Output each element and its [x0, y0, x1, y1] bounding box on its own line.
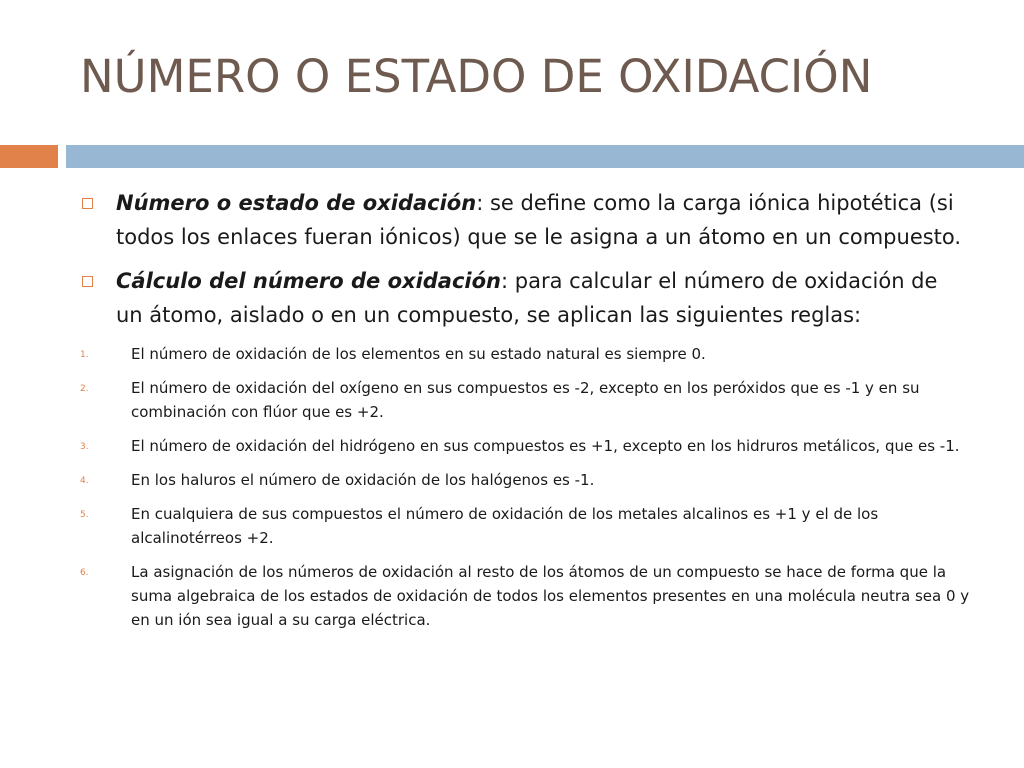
rule-item	[80, 502, 970, 550]
bullet-term: Cálculo del número de oxidación	[116, 269, 502, 293]
rule-number: 4.	[80, 476, 89, 486]
slide-content	[80, 186, 970, 642]
rule-number: 2.	[80, 384, 89, 394]
rule-number: 1.	[80, 350, 89, 360]
rule-number: 6.	[80, 568, 89, 578]
rules-list	[80, 342, 970, 632]
square-bullet-icon	[82, 198, 93, 209]
rule-text: El número de oxidación del hidrógeno en sus compuestos es +1, excepto en los hidruros metálicos, que es -1.	[131, 437, 960, 455]
rule-item	[80, 342, 970, 366]
square-bullet-icon	[82, 276, 93, 287]
bullet-text: : para calcular el número de oxidación de un átomo, aislado o en un compuesto, se aplican las siguientes reglas:	[116, 269, 938, 327]
rule-text: El número de oxidación del oxígeno en sus compuestos es -2, excepto en los peróxidos que es -1 y en su combinación con flúor que es +2.	[131, 379, 920, 421]
rule-item	[80, 434, 970, 458]
rule-text: En cualquiera de sus compuestos el número de oxidación de los metales alcalinos es +1 y el de los alcalinotérreos +2.	[131, 505, 879, 547]
bullet-text: : se define como la carga iónica hipotética (si todos los enlaces fueran iónicos) que se le asigna a un átomo en un compuesto.	[116, 191, 962, 249]
rule-item	[80, 376, 970, 424]
rule-item	[80, 560, 970, 632]
rule-text: El número de oxidación de los elementos en su estado natural es siempre 0.	[131, 345, 706, 363]
slide-title: NÚMERO O ESTADO DE OXIDACIÓN	[80, 50, 873, 103]
bullet-definition	[80, 186, 970, 254]
rule-number: 3.	[80, 442, 89, 452]
rule-text: La asignación de los números de oxidación al resto de los átomos de un compuesto se hace de forma que la suma algebraica de los estados de oxidación de todos los elementos presentes en una molécula neutra sea 0 y en un ión sea igual a su carga eléctrica.	[131, 563, 970, 629]
bullet-term: Número o estado de oxidación	[116, 191, 477, 215]
rule-text: En los haluros el número de oxidación de los halógenos es -1.	[131, 471, 595, 489]
accent-bar-orange	[0, 145, 58, 168]
accent-bar-blue	[66, 145, 1024, 168]
rule-item	[80, 468, 970, 492]
rule-number: 5.	[80, 510, 89, 520]
bullet-calculation	[80, 264, 970, 332]
